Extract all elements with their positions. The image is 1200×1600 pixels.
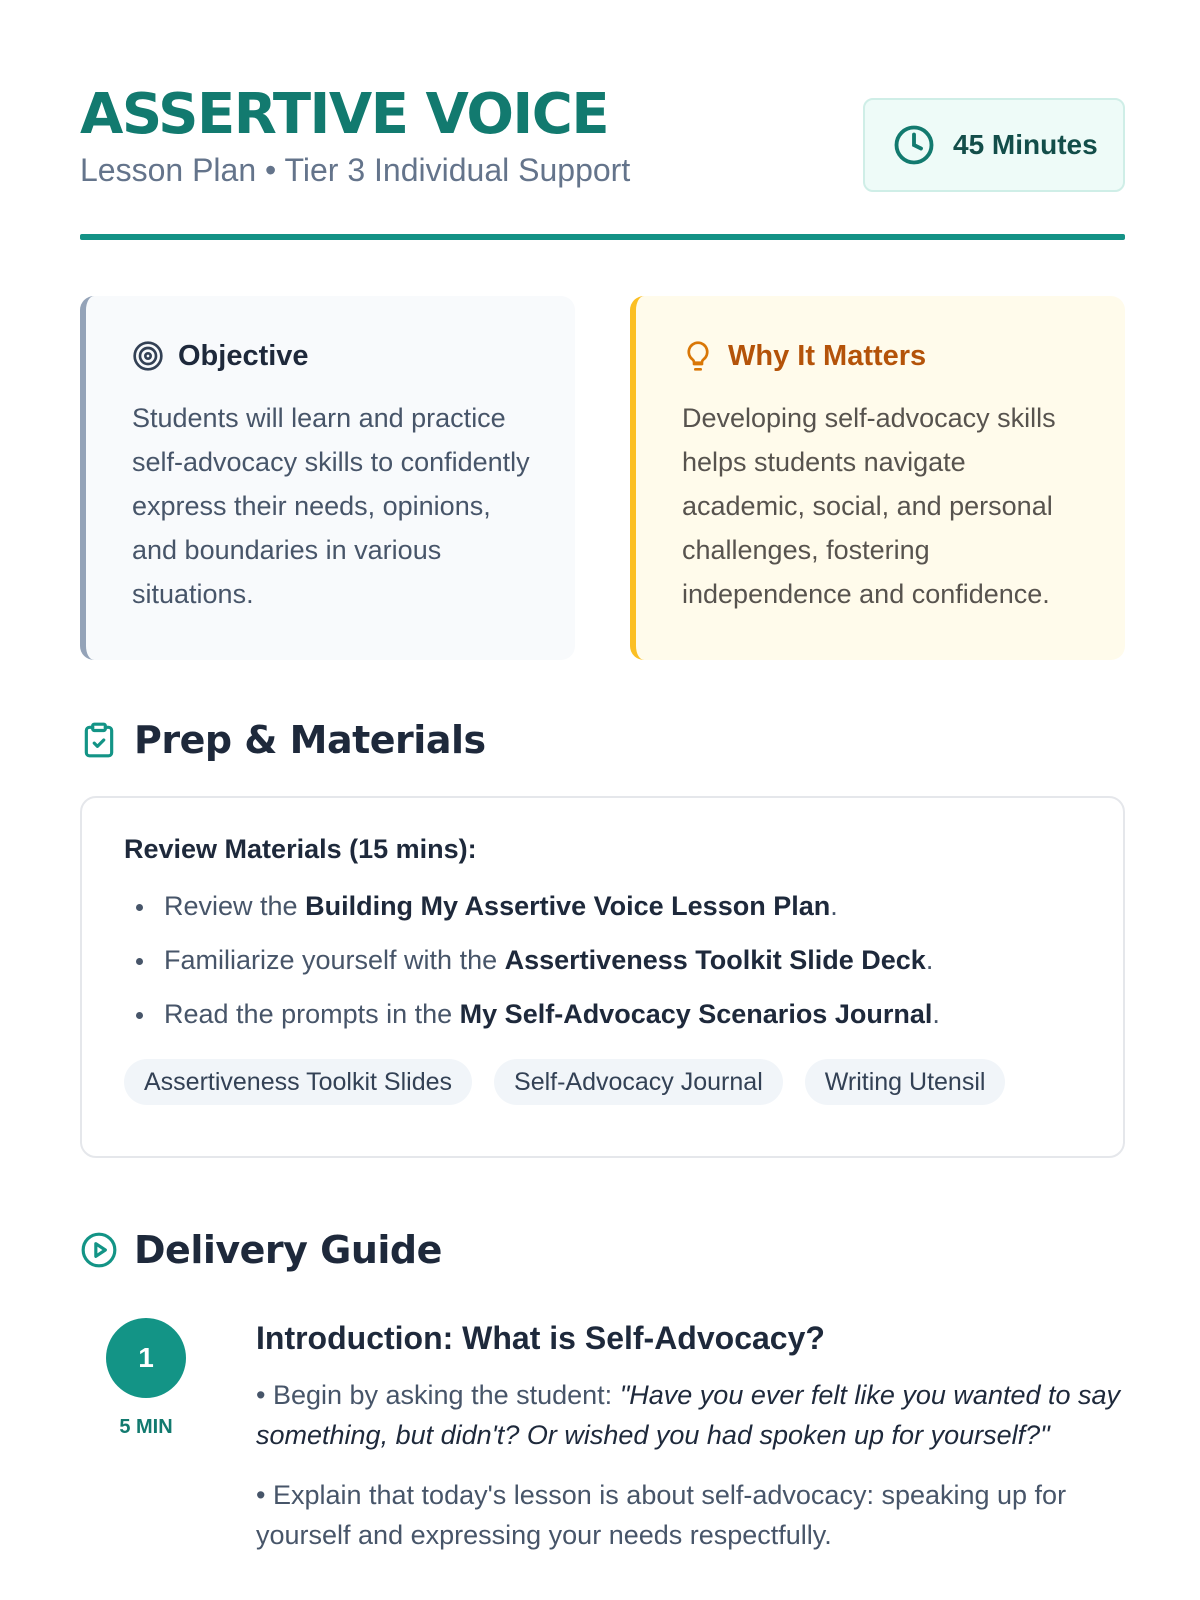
- clipboard-check-icon: [80, 721, 118, 759]
- why-title: Why It Matters: [728, 339, 927, 372]
- item-text: Review the: [164, 891, 306, 921]
- objective-title: Objective: [178, 339, 309, 372]
- page-subtitle: Lesson Plan • Tier 3 Individual Support: [80, 152, 631, 188]
- step-content: [256, 1320, 1126, 1575]
- prep-section-title: Prep & Materials: [134, 718, 486, 762]
- material-chip: Self-Advocacy Journal: [494, 1059, 783, 1105]
- prep-materials-box: [80, 796, 1125, 1158]
- objective-card: [80, 296, 575, 660]
- step-instruction: • Explain that today's lesson is about self-advocacy: speaking up for yourself and expressing your needs respectfully.: [256, 1480, 1067, 1550]
- target-icon: [132, 340, 164, 372]
- materials-chips: [124, 1059, 1081, 1105]
- clock-icon: [893, 124, 935, 166]
- item-punct: .: [932, 999, 940, 1029]
- item-text: Familiarize yourself with the: [164, 945, 505, 975]
- duration-label: 45 Minutes: [953, 129, 1098, 160]
- list-item: [124, 933, 1081, 987]
- lightbulb-icon: [682, 340, 714, 372]
- material-chip: Writing Utensil: [805, 1059, 1006, 1105]
- step-number-badge: 1: [106, 1318, 186, 1398]
- item-punct: .: [925, 945, 934, 975]
- objective-text: Students will learn and practice self-advocacy skills to confidently express their needs, opinions, and boundaries in various situations.: [132, 403, 530, 609]
- item-material-name: Building My Assertive Voice Lesson Plan: [305, 891, 831, 921]
- item-material-name: My Self-Advocacy Scenarios Journal: [459, 999, 933, 1029]
- prep-section-header: [80, 718, 486, 762]
- item-text: Read the prompts in the: [164, 999, 460, 1029]
- delivery-section-header: [80, 1228, 442, 1272]
- step-duration: 5 MIN: [119, 1416, 173, 1438]
- delivery-section-title: Delivery Guide: [134, 1228, 442, 1272]
- header: [80, 82, 1125, 236]
- why-text: Developing self-advocacy skills helps students navigate academic, social, and personal challenges, fostering independence and confidence.: [682, 403, 1056, 609]
- item-punct: .: [830, 891, 838, 921]
- list-item: [124, 987, 1081, 1041]
- step-instruction: [256, 1375, 1126, 1455]
- item-material-name: Assertiveness Toolkit Slide Deck: [504, 945, 926, 975]
- prep-list: [124, 879, 1081, 1041]
- header-divider: [80, 234, 1125, 240]
- material-chip: Assertiveness Toolkit Slides: [124, 1059, 472, 1105]
- why-it-matters-card: [630, 296, 1125, 660]
- list-item: [124, 879, 1081, 933]
- objective-card-header: [132, 334, 535, 378]
- duration-badge: [863, 98, 1125, 192]
- why-card-header: [682, 334, 1085, 378]
- page-title: ASSERTIVE VOICE: [80, 82, 609, 147]
- instruction-lead: • Begin by asking the student:: [256, 1380, 620, 1410]
- prep-heading: Review Materials (15 mins):: [124, 834, 477, 864]
- play-circle-icon: [80, 1231, 118, 1269]
- step-title: Introduction: What is Self-Advocacy?: [256, 1320, 825, 1356]
- instruction-quote: "Have you ever felt like you wanted to say something, but didn't? Or wished you had spoken up for yourself?": [256, 1380, 1121, 1450]
